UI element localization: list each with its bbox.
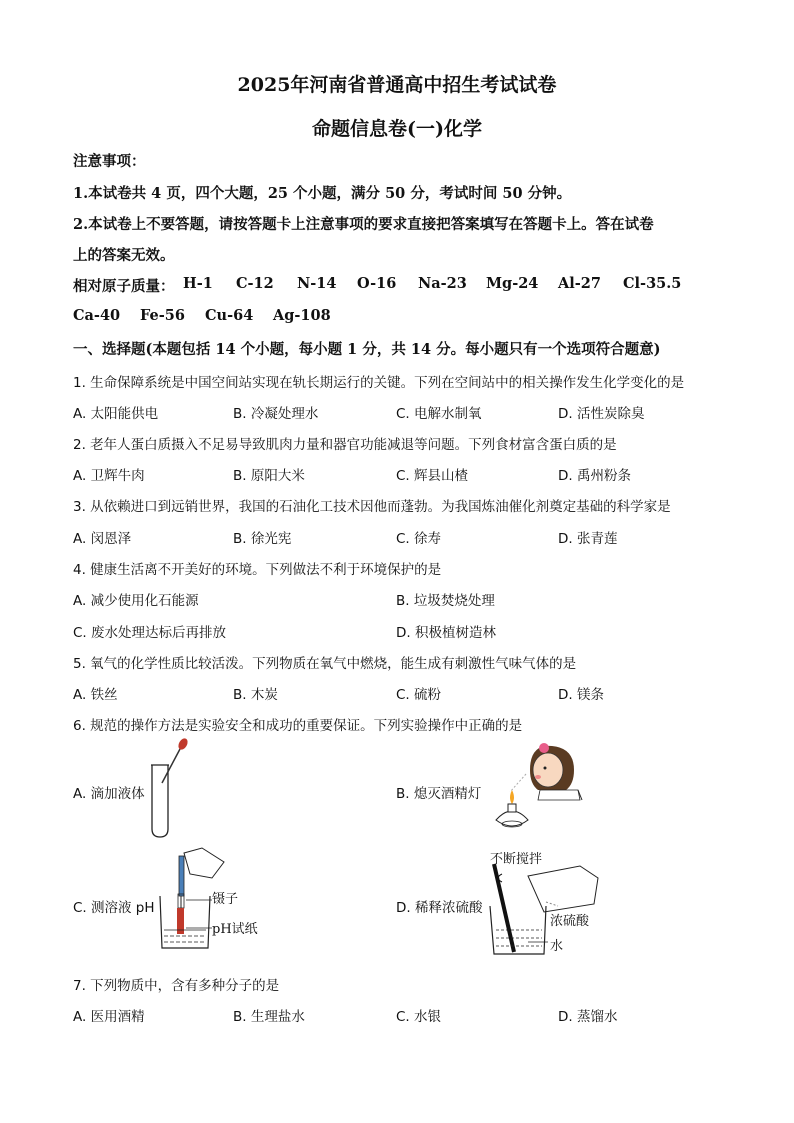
- q6-option-a: A. 滴加液体: [73, 786, 145, 802]
- atomic-mass-item: Al-27: [558, 275, 601, 292]
- q3-option-a: A. 闵恩泽: [73, 531, 132, 547]
- q3-option-b: B. 徐光宪: [233, 531, 292, 547]
- atomic-mass-item: Cl-35.5: [623, 275, 682, 292]
- dropper-test-tube-figure: [140, 735, 200, 840]
- tweezers-label: 镊子: [212, 892, 239, 907]
- atomic-mass-item: Fe-56: [140, 307, 185, 324]
- q5-option-b: B. 木炭: [233, 687, 278, 703]
- acid-label: 浓硫酸: [550, 914, 590, 929]
- q1-option-d: D. 活性炭除臭: [558, 406, 645, 422]
- notice-item-2-line2: 上的答案无效。: [73, 247, 175, 264]
- q1-option-c: C. 电解水制氧: [396, 406, 482, 422]
- q5-option-a: A. 铁丝: [73, 687, 118, 703]
- q3-option-d: D. 张青莲: [558, 531, 618, 547]
- atomic-mass-item: Na-23: [418, 275, 467, 292]
- atomic-mass-row-1: [73, 275, 773, 295]
- q3-option-c: C. 徐寿: [396, 531, 442, 547]
- q2-option-a: A. 卫辉牛肉: [73, 468, 145, 484]
- q6-option-b: B. 熄灭酒精灯: [396, 786, 482, 802]
- q1-option-b: B. 冷凝处理水: [233, 406, 319, 422]
- atomic-mass-item: Cu-64: [205, 307, 254, 324]
- q4-option-d: D. 积极植树造林: [396, 625, 496, 641]
- atomic-mass-item: Ca-40: [73, 307, 121, 324]
- atomic-mass-label: 相对原子质量：: [73, 278, 175, 295]
- question-1-stem: 1. 生命保障系统是中国空间站实现在轨长期运行的关键。下列在空间站中的相关操作发生化学变化的是: [73, 375, 685, 391]
- q7-option-a: A. 医用酒精: [73, 1009, 145, 1025]
- q6-option-d: D. 稀释浓硫酸: [396, 900, 483, 916]
- q7-option-d: D. 蒸馏水: [558, 1009, 618, 1025]
- notice-item-2-line1: 2.本试卷上不要答题，请按答题卡上注意事项的要求直接把答案填写在答题卡上。答在试卷: [73, 216, 654, 233]
- q7-option-b: B. 生理盐水: [233, 1009, 305, 1025]
- dilute-sulfuric-acid-figure: [488, 862, 608, 958]
- question-2-stem: 2. 老年人蛋白质摄入不足易导致肌肉力量和器官功能减退等问题。下列食材富含蛋白质的是: [73, 437, 617, 453]
- atomic-mass-item: C-12: [236, 275, 274, 292]
- exam-title: 2025年河南省普通高中招生考试试卷: [237, 74, 557, 96]
- question-5-stem: 5. 氧气的化学性质比较活泼。下列物质在氧气中燃烧，能生成有刺激性气味气体的是: [73, 656, 577, 672]
- question-6-stem: 6. 规范的操作方法是实验安全和成功的重要保证。下列实验操作中正确的是: [73, 718, 523, 734]
- q1-option-a: A. 太阳能供电: [73, 406, 159, 422]
- atomic-mass-item: N-14: [297, 275, 337, 292]
- exam-subtitle: 命题信息卷(一)化学: [312, 118, 482, 140]
- water-label: 水: [550, 939, 564, 954]
- q2-option-c: C. 辉县山楂: [396, 468, 469, 484]
- alcohol-lamp-figure: [490, 740, 585, 835]
- section-heading: 一、选择题(本题包括 14 个小题，每小题 1 分，共 14 分。每小题只有一个选项符合题意): [73, 341, 661, 358]
- atomic-mass-item: O-16: [357, 275, 397, 292]
- q2-option-b: B. 原阳大米: [233, 468, 305, 484]
- q4-option-c: C. 废水处理达标后再排放: [73, 625, 227, 641]
- atomic-mass-row-2: [73, 307, 473, 327]
- notice-heading: 注意事项：: [73, 153, 146, 170]
- q5-option-d: D. 镁条: [558, 687, 604, 703]
- question-7-stem: 7. 下列物质中，含有多种分子的是: [73, 978, 280, 994]
- atomic-mass-item: Mg-24: [486, 275, 539, 292]
- q4-option-a: A. 减少使用化石能源: [73, 593, 199, 609]
- atomic-mass-item: H-1: [183, 275, 213, 292]
- stir-label: 不断搅拌: [490, 852, 543, 867]
- notice-item-1: 1.本试卷共 4 页，四个大题，25 个小题，满分 50 分，考试时间 50 分钟。: [73, 185, 572, 202]
- q6-option-c: C. 测溶液 pH: [73, 900, 155, 916]
- ph-test-figure: [150, 848, 270, 954]
- atomic-mass-item: Ag-108: [273, 307, 331, 324]
- q7-option-c: C. 水银: [396, 1009, 442, 1025]
- q5-option-c: C. 硫粉: [396, 687, 442, 703]
- q4-option-b: B. 垃圾焚烧处理: [396, 593, 495, 609]
- question-4-stem: 4. 健康生活离不开美好的环境。下列做法不利于环境保护的是: [73, 562, 442, 578]
- ph-paper-label: pH试纸: [212, 922, 258, 937]
- q2-option-d: D. 禹州粉条: [558, 468, 631, 484]
- question-3-stem: 3. 从依赖进口到远销世界，我国的石油化工技术因他而蓬勃。为我国炼油催化剂奠定基础的科学家是: [73, 499, 671, 515]
